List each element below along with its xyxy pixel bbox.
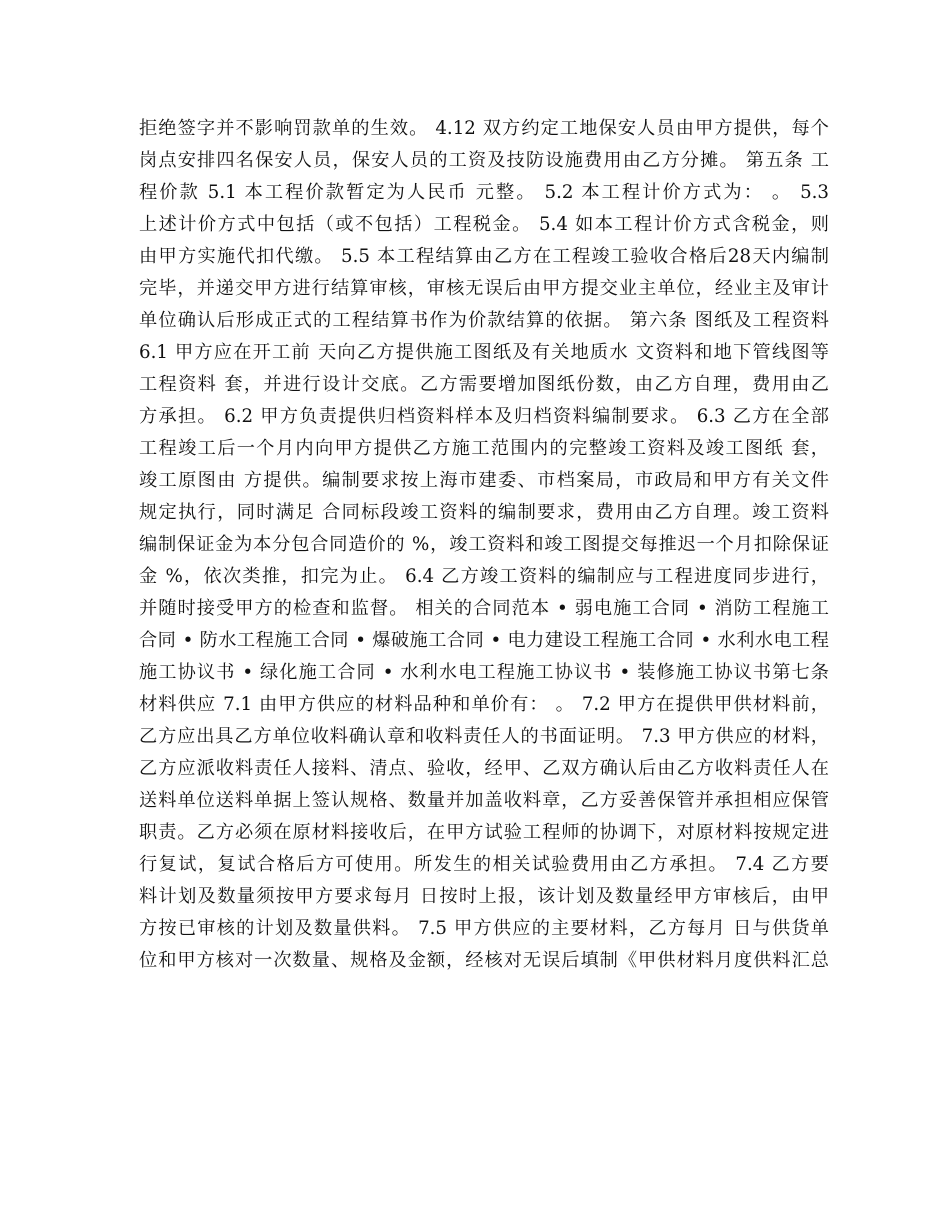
text-line: 6.1 甲方应在开工前 天向乙方提供施工图纸及有关地质水 文资料和地下管线图等 — [139, 342, 829, 363]
text-line: 单位确认后形成正式的工程结算书作为价款结算的依据。 第六条 图纸及工程资料 — [139, 310, 829, 331]
text-line: 拒绝签字并不影响罚款单的生效。 4.12 双方约定工地保安人员由甲方提供，每个 — [139, 118, 829, 139]
text-line: 料计划及数量须按甲方要求每月 日按时上报，该计划及数量经甲方审核后，由甲 — [139, 886, 829, 907]
text-line: 工程资料 套，并进行设计交底。乙方需要增加图纸份数，由乙方自理，费用由乙 — [139, 374, 829, 395]
text-line: 完毕，并递交甲方进行结算审核，审核无误后由甲方提交业主单位，经业主及审计 — [139, 278, 829, 299]
text-line: 乙方应派收料责任人接料、清点、验收，经甲、乙双方确认后由乙方收料责任人在 — [139, 758, 829, 779]
text-line: 行复试，复试合格后方可使用。所发生的相关试验费用由乙方承担。 7.4 乙方要 — [139, 854, 829, 875]
text-line: 竣工原图由 方提供。编制要求按上海市建委、市档案局，市政局和甲方有关文件 — [139, 470, 829, 491]
text-line: 方按已审核的计划及数量供料。 7.5 甲方供应的主要材料，乙方每月 日与供货单 — [139, 918, 829, 939]
text-line: 上述计价方式中包括（或不包括）工程税金。 5.4 如本工程计价方式含税金，则 — [139, 214, 829, 235]
text-line: 送料单位送料单据上签认规格、数量并加盖收料章，乙方妥善保管并承担相应保管 — [139, 790, 829, 811]
text-line: 方承担。 6.2 甲方负责提供归档资料样本及归档资料编制要求。 6.3 乙方在全部 — [139, 406, 829, 427]
text-line: 工程竣工后一个月内向甲方提供乙方施工范围内的完整竣工资料及竣工图纸 套， — [139, 438, 829, 459]
text-line: 位和甲方核对一次数量、规格及金额，经核对无误后填制《甲供材料月度供料汇总 — [139, 950, 829, 971]
text-line: 由甲方实施代扣代缴。 5.5 本工程结算由乙方在工程竣工验收合格后28天内编制 — [139, 246, 829, 267]
text-line: 合同 • 防水工程施工合同 • 爆破施工合同 • 电力建设工程施工合同 • 水利水电工程 — [139, 630, 829, 651]
text-line: 岗点安排四名保安人员，保安人员的工资及技防设施费用由乙方分摊。 第五条 工 — [139, 150, 829, 171]
text-line: 职责。乙方必须在原材料接收后，在甲方试验工程师的协调下，对原材料按规定进 — [139, 822, 829, 843]
text-line: 金 %，依次类推，扣完为止。 6.4 乙方竣工资料的编制应与工程进度同步进行， — [139, 566, 829, 587]
text-line: 乙方应出具乙方单位收料确认章和收料责任人的书面证明。 7.3 甲方供应的材料， — [139, 726, 829, 747]
text-line: 施工协议书 • 绿化施工合同 • 水利水电工程施工协议书 • 装修施工协议书第七条 — [139, 662, 829, 683]
contract-body-text — [139, 113, 829, 977]
text-line: 规定执行，同时满足 合同标段竣工资料的编制要求，费用由乙方自理。竣工资料 — [139, 502, 829, 523]
text-line: 并随时接受甲方的检查和监督。 相关的合同范本 • 弱电施工合同 • 消防工程施工 — [139, 598, 829, 619]
text-line: 编制保证金为本分包合同造价的 %，竣工资料和竣工图提交每推迟一个月扣除保证 — [139, 534, 829, 555]
text-line: 程价款 5.1 本工程价款暂定为人民币 元整。 5.2 本工程计价方式为： 。 5.3 — [139, 182, 829, 203]
text-line: 材料供应 7.1 由甲方供应的材料品种和单价有： 。 7.2 甲方在提供甲供材料前， — [139, 694, 829, 715]
